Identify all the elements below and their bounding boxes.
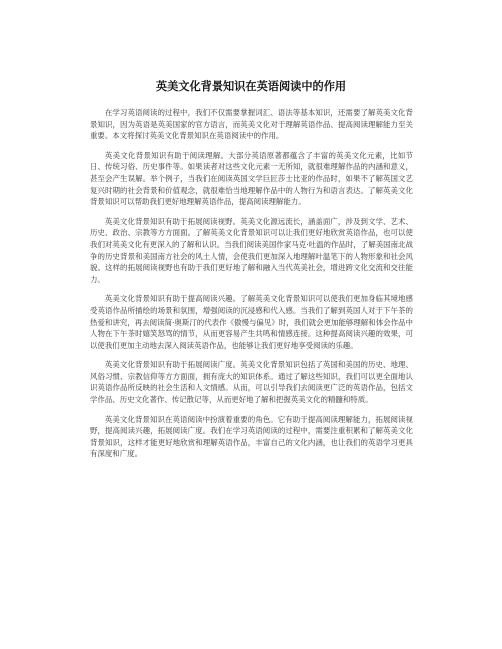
paragraph-conclusion: 英美文化背景知识在英语阅读中扮演着重要的角色。它有助于提高阅读理解能力，拓展阅读视野，提高阅读兴趣，拓展阅读广度。我们在学习英语阅读的过程中，需要注重积累和了解英美文化背景知识，这样才能更好地欣赏和理解英语作品，丰富自己的文化内涵，也让我们的英语学习更具有深度和广度。 (90, 414, 413, 459)
paragraph-reading-comprehension: 英美文化背景知识有助于阅读理解。大部分英语原著都蕴含了丰富的英美文化元素，比如节日、传统习俗、历史事件等。如果读者对这些文化元素一无所知，就很难理解作品的内涵和意义，甚至会产生误解。举个例子，当我们在阅读英国文学巨匠莎士比亚的作品时，如果不了解英国文艺复兴时期的社会背景和价值观念，就很难恰当地理解作品中的人物行为和语言表达。了解英美文化背景知识可以帮助我们更好地理解英语作品，提高阅读理解能力。 (90, 150, 413, 207)
paragraph-intro: 在学习英语阅读的过程中，我们不仅需要掌握词汇、语法等基本知识，还需要了解英美文化背景知识，因为英语是英美国家的官方语言，而英美文化对于理解英语作品、提高阅读理解能力至关重要。本文将探讨英美文化背景知识在英语阅读中的作用。 (90, 108, 413, 141)
paragraph-reading-breadth: 英美文化背景知识有助于拓展阅读广度。英美文化背景知识包括了英国和美国的历史、地理、风俗习惯、宗教信仰等方方面面，拥有庞大的知识体系。通过了解这些知识，我们可以更全面地认识英语作品所反映的社会生活和人文情感。从而，可以引导我们去阅读更广泛的英语作品，包括文学作品、历史文化著作、传记散记等，从而更好地了解和把握英美文化的精髓和特质。 (90, 360, 413, 405)
paragraph-reading-vision: 英美文化背景知识有助于拓展阅读视野。英美文化源远流长，涵盖面广，涉及到文学、艺术、历史、政治、宗教等方方面面。了解英美文化背景知识可以让我们更好地欣赏英语作品，也可以使我们对英美文化有更深入的了解和认识。当我们阅读美国作家马克·吐温的作品时，了解美国南北战争的历史背景和美国南方社会的风土人情，会使我们更加深入地理解叶温笔下的人物形象和社会风貌。这样的拓展阅读视野也有助于我们更好地了解和融入当代英美社会，增进跨文化交流和交往能力。 (90, 216, 413, 284)
document-title: 英美文化背景知识在英语阅读中的作用 (155, 80, 347, 93)
paragraph-reading-interest: 英美文化背景知识有助于提高阅读兴趣。了解英美文化背景知识可以使我们更加身临其境地感受英语作品所描绘的场景和氛围，增强阅读的沉浸感和代入感。当我们了解到英国人对于下午茶的热爱和讲究，再去阅读简·奥斯汀的代表作《傲慢与偏见》时，我们就会更加能够理解和体会作品中人物在下午茶时嬉笑怒骂的情节，从而更容易产生共鸣和情感连接。这种提高阅读兴趣的效果，可以使我们更加主动地去深入阅读英语作品，也能够让我们更好地享受阅读的乐趣。 (90, 294, 413, 350)
document-body (90, 107, 413, 468)
